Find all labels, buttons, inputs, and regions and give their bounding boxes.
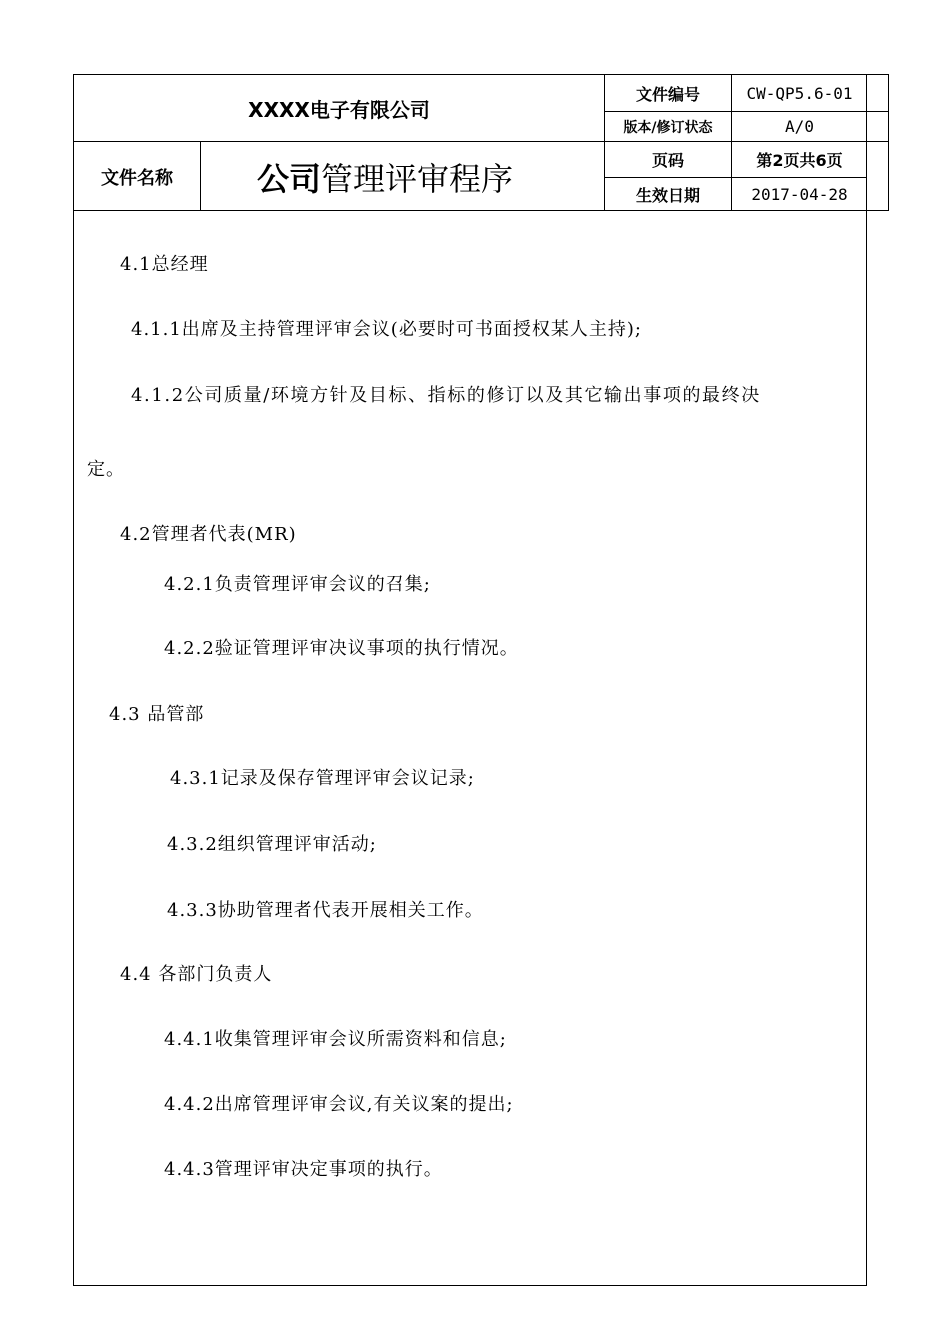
- section-4-3-1: 4.3.1记录及保存管理评审会议记录;: [170, 768, 475, 789]
- section-4-3-2: 4.3.2组织管理评审活动;: [167, 834, 377, 855]
- doc-title-bold: 公司: [257, 159, 322, 198]
- version-label: 版本/修订状态: [623, 119, 713, 136]
- section-4-1-1: 4.1.1出席及主持管理评审会议(必要时可书面授权某人主持);: [131, 319, 642, 340]
- effective-date-label: 生效日期: [635, 185, 700, 205]
- version-value: A/0: [785, 117, 814, 136]
- section-4-4: 4.4 各部门负责人: [120, 964, 273, 985]
- section-4-4-3: 4.4.3管理评审决定事项的执行。: [164, 1159, 443, 1180]
- section-4-3: 4.3 品管部: [109, 704, 205, 725]
- section-4-1-2-line1: 4.1.2公司质量/环境方针及目标、指标的修订以及其它输出事项的最终决: [131, 385, 761, 406]
- doc-title-rest: 管理评审程序: [321, 159, 514, 198]
- section-4-4-1: 4.4.1收集管理评审会议所需资料和信息;: [164, 1029, 507, 1050]
- doc-number-label: 文件编号: [635, 84, 700, 104]
- extra-mid-line: [867, 141, 889, 142]
- extra-top-line: [867, 74, 889, 75]
- page-value: 第2页共6页: [756, 151, 843, 170]
- section-4-1: 4.1总经理: [120, 254, 209, 275]
- extra-bottom-line: [867, 210, 889, 211]
- company-name: XXXX电子有限公司: [248, 97, 430, 122]
- header-bottom-line: [73, 210, 867, 211]
- doc-number-value: CW-QP5.6-01: [746, 83, 853, 103]
- effective-date-value: 2017-04-28: [751, 184, 848, 204]
- section-4-2-2: 4.2.2验证管理评审决议事项的执行情况。: [164, 638, 519, 659]
- section-4-4-2: 4.4.2出席管理评审会议,有关议案的提出;: [164, 1094, 514, 1115]
- page-label: 页码: [651, 151, 684, 170]
- section-4-3-3: 4.3.3协助管理者代表开展相关工作。: [167, 900, 484, 921]
- section-4-1-2-line2: 定。: [87, 459, 125, 480]
- section-4-2-1: 4.2.1负责管理评审会议的召集;: [164, 574, 431, 595]
- doc-name-label: 文件名称: [101, 167, 173, 189]
- extra-column-line: [888, 74, 889, 211]
- section-4-2: 4.2管理者代表(MR): [120, 524, 297, 545]
- doc-title: [201, 143, 604, 210]
